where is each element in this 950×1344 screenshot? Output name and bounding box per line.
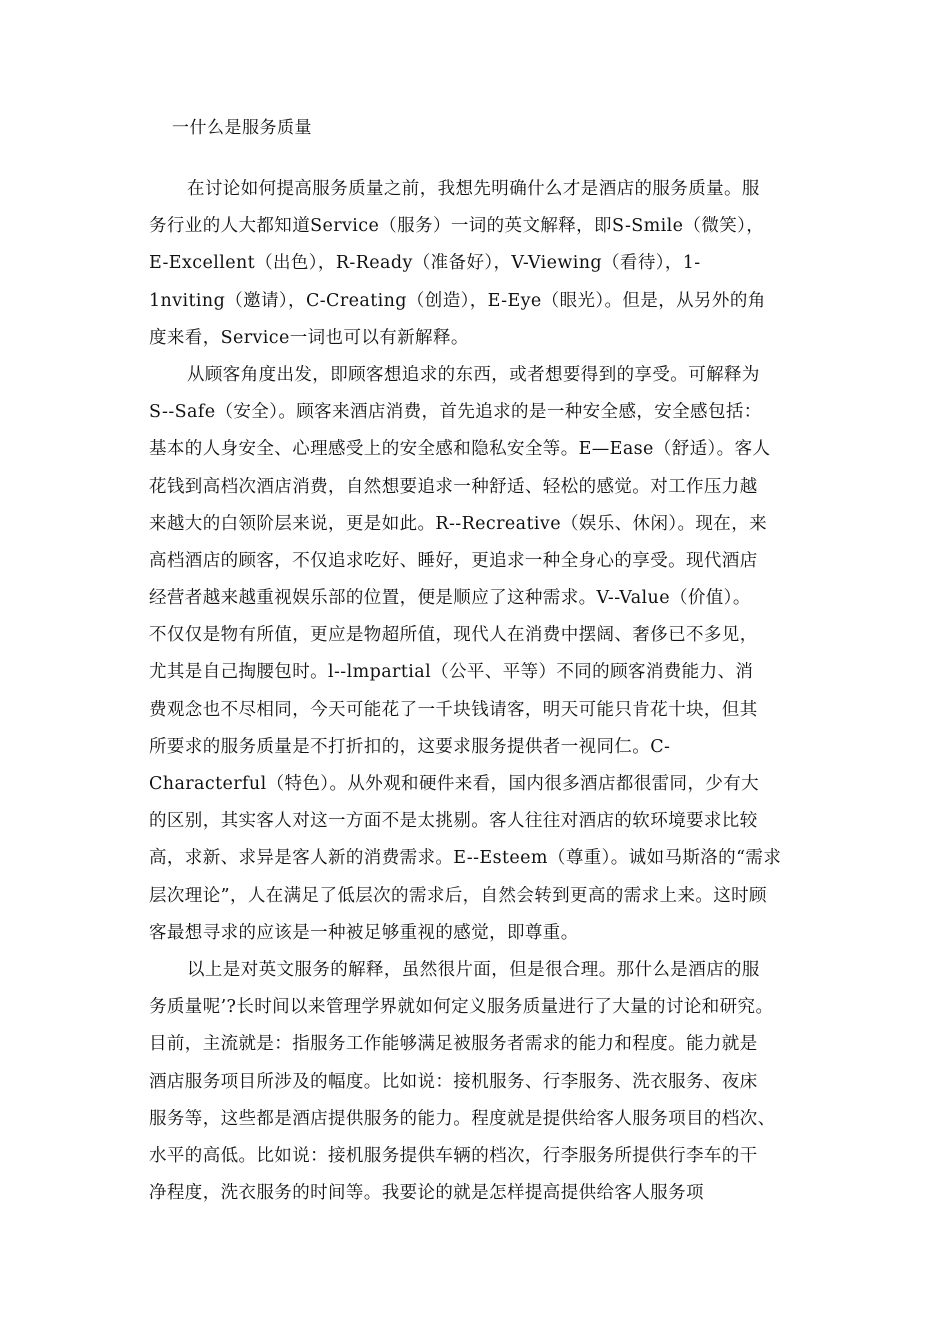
text-line: 酒店服务项目所涉及的幅度。比如说：接机服务、行李服务、洗衣服务、夜床: [149, 1071, 758, 1092]
text-line: 经营者越来越重视娱乐部的位置，便是顺应了这种需求。V--Value（价值）。: [149, 588, 751, 609]
text-line: 目前，主流就是：指服务工作能够满足被服务者需求的能力和程度。能力就是: [149, 1034, 758, 1055]
body-text: [149, 171, 829, 1212]
text-line: 不仅仅是物有所值，更应是物超所值，现代人在消费中摆阔、奢侈已不多见，: [149, 625, 758, 646]
text-line: 水平的高低。比如说：接机服务提供车辆的档次，行李服务所提供行李车的干: [149, 1145, 758, 1166]
section-heading: 一什么是服务质量: [172, 118, 312, 138]
text-line: 高，求新、求异是客人新的消费需求。E--Esteem（尊重）。诚如马斯洛的“需求: [149, 848, 782, 869]
text-line: 基本的人身安全、心理感受上的安全感和隐私安全等。E—Ease（舒适）。客人: [149, 439, 771, 460]
text-line: 1nviting（邀请），C-Creating（创造），E-Eye（眼光）。但是，从另外的角: [149, 290, 766, 311]
text-line: 务行业的人大都知道Service（服务）一词的英文解释，即S-Smile（微笑），: [149, 216, 765, 237]
text-line: 客最想寻求的应该是一种被足够重视的感觉，即尊重。: [149, 922, 579, 943]
text-line: 在讨论如何提高服务质量之前，我想先明确什么才是酒店的服务质量。服: [187, 179, 760, 199]
text-line: 高档酒店的顾客，不仅追求吃好、睡好，更追求一种全身心的享受。现代酒店: [149, 550, 758, 571]
text-line: 务质量呢’?长时间以来管理学界就如何定义服务质量进行了大量的讨论和研究。: [149, 997, 774, 1018]
text-line: Characterful（特色）。从外观和硬件来看，国内很多酒店都很雷同，少有大: [149, 774, 760, 794]
text-line: 花钱到高档次酒店消费，自然想要追求一种舒适、轻松的感觉。对工作压力越: [149, 476, 758, 497]
text-line: 以上是对英文服务的解释，虽然很片面，但是很合理。那什么是酒店的服: [187, 959, 760, 980]
text-line: E-Excellent（出色），R-Ready（准备好），V-Viewing（看待），1-: [149, 253, 701, 274]
text-line: 服务等，这些都是酒店提供服务的能力。程度就是提供给客人服务项目的档次、: [149, 1108, 776, 1129]
text-line: 来越大的白领阶层来说，更是如此。R--Recreative（娱乐、休闲）。现在，来: [149, 513, 768, 534]
text-line: 层次理论”，人在满足了低层次的需求后，自然会转到更高的需求上来。这时顾: [149, 885, 767, 906]
text-line: 所要求的服务质量是不打折扣的，这要求服务提供者一视同仁。C-: [149, 736, 671, 757]
text-line: 度来看，Service一词也可以有新解释。: [149, 327, 469, 348]
paragraph-2: [149, 357, 829, 952]
text-line: 费观念也不尽相同，今天可能花了一千块钱请客，明天可能只肯花十块，但其: [149, 699, 758, 720]
paragraph-1: [149, 171, 829, 357]
text-line: 的区别，其实客人对这一方面不是太挑剔。客人往往对酒店的软环境要求比较: [149, 811, 758, 832]
text-line: 尤其是自己掏腰包时。l--lmpartial（公平、平等）不同的顾客消费能力、消: [149, 662, 754, 683]
paragraph-3: [149, 952, 829, 1212]
text-line: S--Safe（安全）。顾客来酒店消费，首先追求的是一种安全感，安全感包括：: [149, 402, 762, 423]
text-line: 净程度，洗衣服务的时间等。我要论的就是怎样提高提供给客人服务项: [149, 1183, 704, 1204]
text-line: 从顾客角度出发，即顾客想追求的东西，或者想要得到的享受。可解释为: [187, 364, 760, 385]
